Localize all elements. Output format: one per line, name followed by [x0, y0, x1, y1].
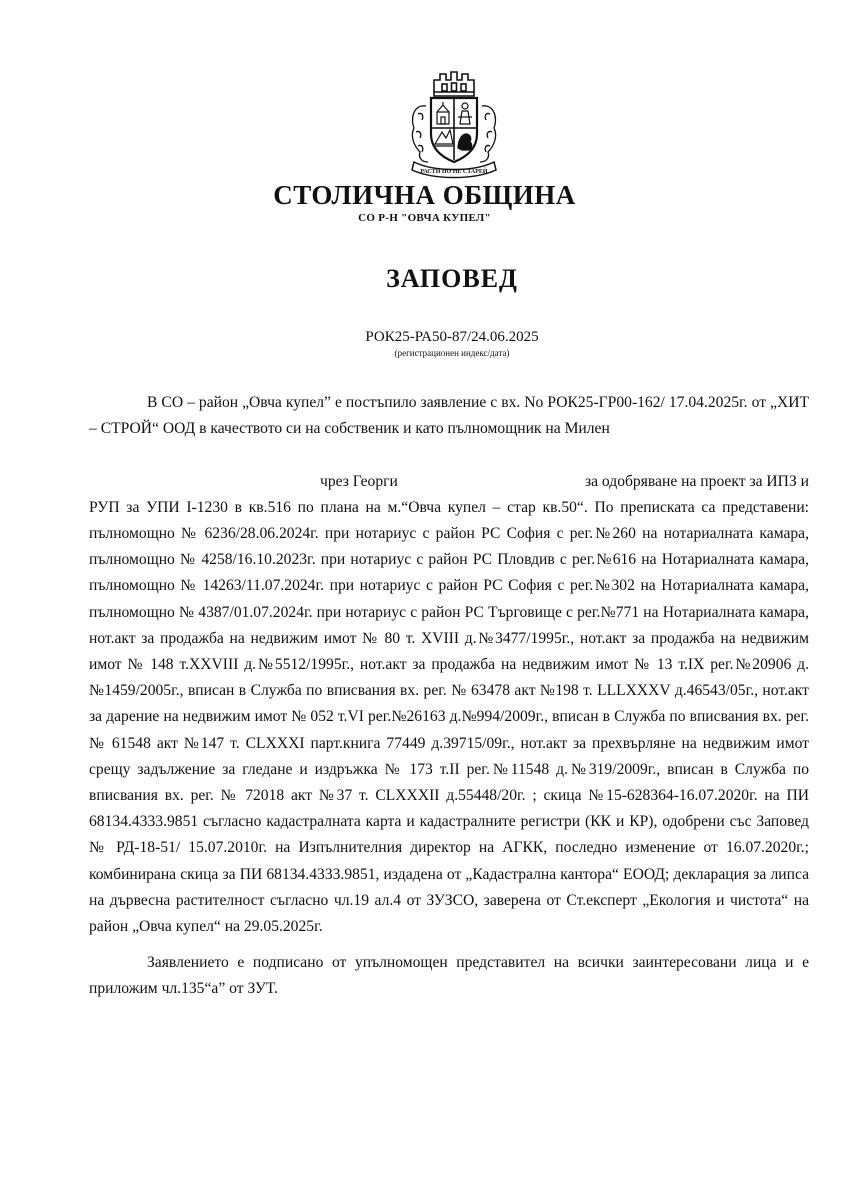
registration-number: РОК25-РА50-87/24.06.2025: [365, 329, 539, 345]
org-name: СТОЛИЧНА ОБЩИНА: [273, 180, 576, 210]
paragraph-attachments: РУП за УПИ I-1230 в кв.516 по плана на м.“Овча купел – стар кв.50“. По преписката са представени: пълномощно № 6236/28.06.2024г. при нотариус с район РС София с рег.№260 на нотариалната камара, пълномощно № 4258/16.10.2023г. при нотариус с район РС Пловдив с рег.№616 на Нотариалната камара, пълномощно № 14263/11.07.2024г. при нотариус с район РС София с рег.№302 на Нотариалната камара, пълномощно № 4387/01.07.2024г. при нотариус с район РС Търговище с рег.№771 на Нотариалната камара, нот.акт за продажба на недвижим имот № 80 т. XVIII д.№3477/1995г., нот.акт за продажба на недвижим имот № 148 т.XXVIII д.№5512/1995г., нот.акт за продажба на недвижим имот № 13 т.IX рег.№20906 д.№1459/2005г., вписан в Служба по вписвания вх. рег. № 63478 акт №198 т. LLLXXXV д.46543/05г., нот.акт за дарение на недвижим имот № 052 т.VI рег.№26163 д.№994/2009г., вписан в Служба по вписвания вх. рег. № 61548 акт №147 т. CLXXXI парт.книга 77449 д.39715/09г., нот.акт за прехвърляне на недвижим имот срещу задължение за гледане и издръжка № 173 т.II рег.№11548 д.№319/2009г., вписан в Служба по вписвания вх. рег. № 72018 акт №37 т. CLXXXII д.55448/20г. ; скица №15-628364-16.07.2020г. на ПИ 68134.4333.9851 съгласно кадастралната карта и кадастралните регистри (КК и КР), одобрени със Заповед № РД-18-51/ 15.07.2010г. на Изпълнителния директор на АГКК, последно изменение от 16.07.2020г.; комбинирана скица за ПИ 68134.4333.9851, издадена от „Кадастрална кантора“ ЕООД; декларация за липса на дървесна растителност съгласно чл.19 ал.4 от ЗУЗСО, заверена от Ст.експерт „Екология и чистота“ на район „Овча купел“ на 29.05.2025г.: [89, 498, 809, 936]
redacted-line: [89, 469, 809, 495]
sofia-coat-of-arms-icon: [404, 62, 504, 182]
org-district: СО Р-Н "ОВЧА КУПЕЛ": [358, 212, 491, 224]
paragraph-signature-note: Заявлението е подписано от упълномощен представител на всички заинтересовани лица и е приложим чл.135“а” от ЗУТ.: [89, 954, 809, 998]
document-body: [89, 390, 809, 1003]
paragraph-application: В СО – район „Овча купел” е постъпило заявление с вх. No РОК25-ГР00-162/ 17.04.2025г. от „ХИТ – СТРОЙ“ ООД в качеството си на собственик и като пълномощник на Милен: [89, 394, 809, 438]
via-representative: чрез Георги: [320, 472, 398, 490]
application-purpose: за одобряване на проект за ИПЗ и: [584, 472, 809, 490]
svg-text:РАСТИ НО НЕ СТАРЕЙ: РАСТИ НО НЕ СТАРЕЙ: [420, 169, 488, 175]
redacted-blank-line: [89, 442, 809, 468]
document-title: ЗАПОВЕД: [386, 264, 518, 293]
registration-caption: (регистрационен индекс/дата): [394, 348, 510, 358]
